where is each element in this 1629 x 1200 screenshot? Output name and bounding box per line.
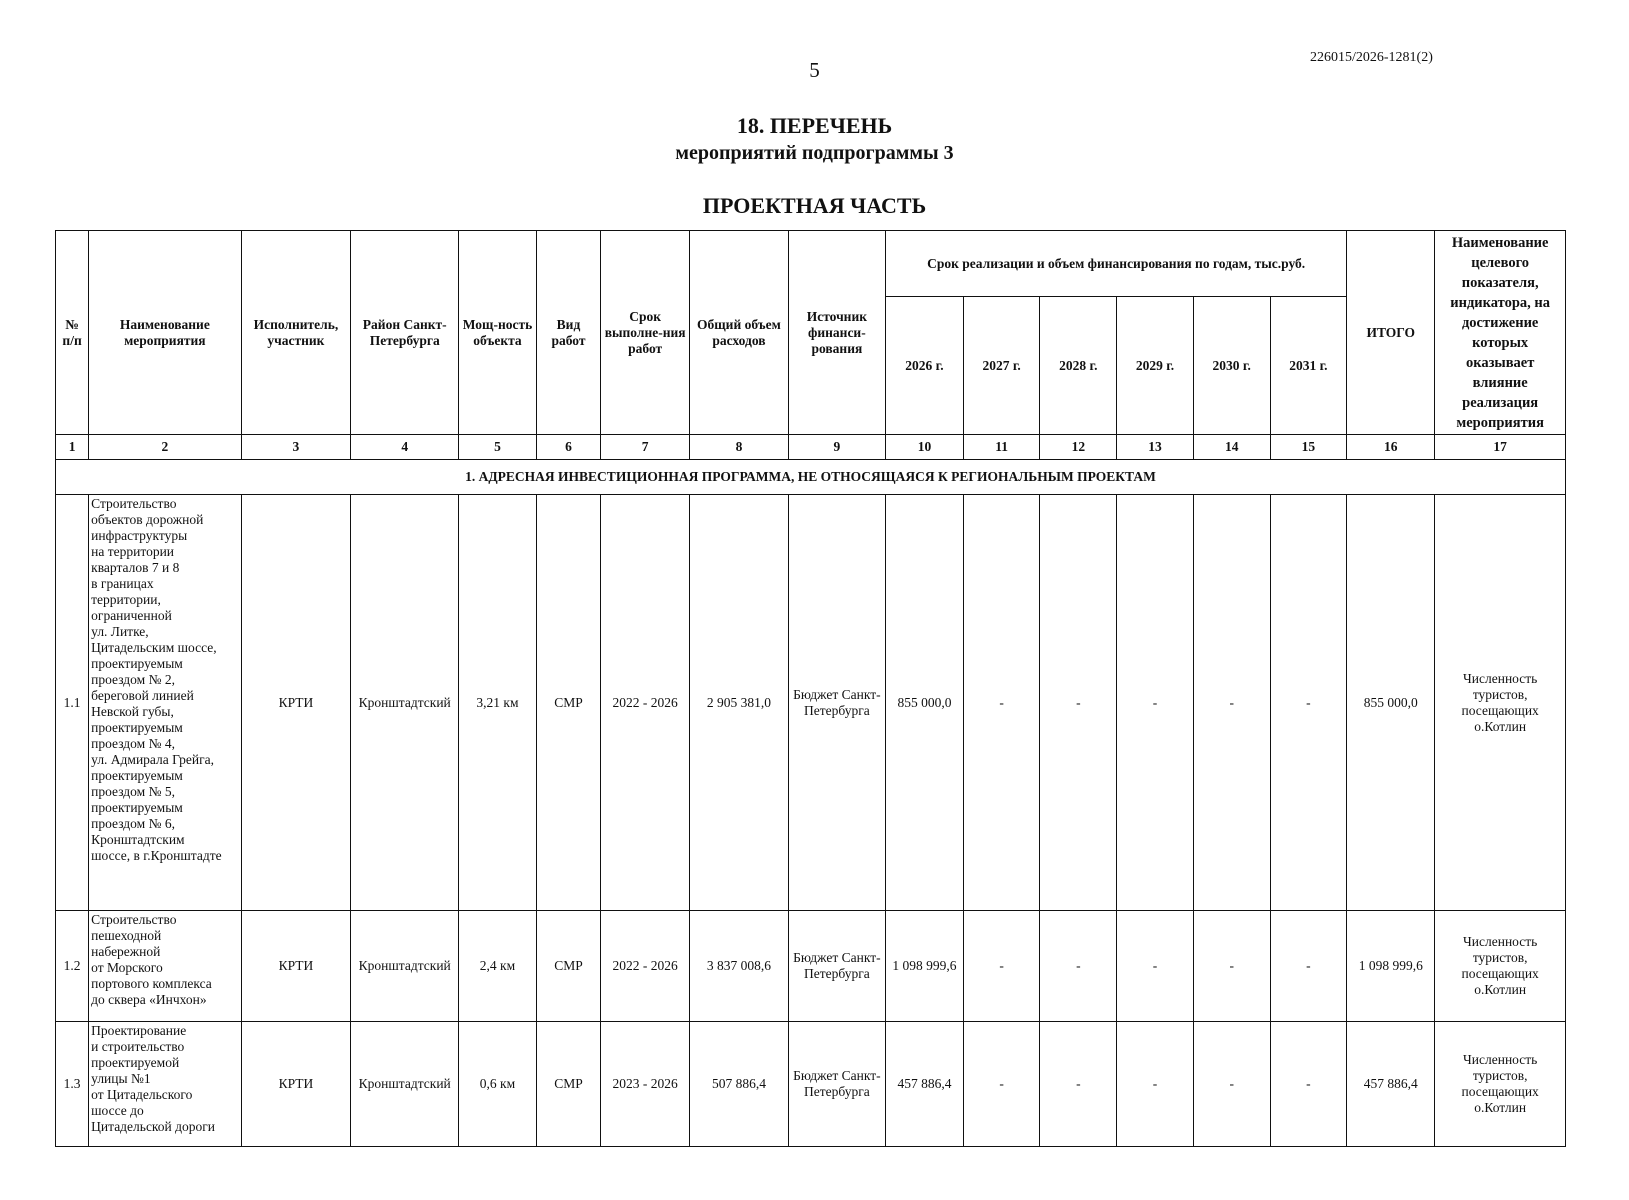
row-number: 1.3	[56, 1022, 89, 1147]
table-row	[56, 1022, 1566, 1147]
activity-name: Строительство пешеходной набережной от Морского портового комплекса до сквера «Инчхон»	[89, 911, 241, 1022]
funding-source: Бюджет Санкт-Петербурга	[788, 1022, 885, 1147]
amount-2030: -	[1193, 495, 1270, 911]
capacity: 3,21 км	[459, 495, 537, 911]
column-number: 14	[1193, 435, 1270, 460]
period: 2022 - 2026	[601, 911, 690, 1022]
column-number: 3	[241, 435, 351, 460]
header-total: ИТОГО	[1347, 231, 1435, 435]
column-number: 8	[690, 435, 788, 460]
section-title: ПРОЕКТНАЯ ЧАСТЬ	[702, 193, 927, 218]
amount-2027: -	[963, 1022, 1040, 1147]
total-cost: 2 905 381,0	[690, 495, 788, 911]
header-capacity: Мощ-ность объекта	[459, 231, 537, 435]
target-indicator: Численность туристов, посещающих о.Котлин	[1435, 1022, 1566, 1147]
amount-2030: -	[1193, 1022, 1270, 1147]
header-total-cost: Общий объем расходов	[690, 231, 788, 435]
column-number: 16	[1347, 435, 1435, 460]
column-number: 11	[963, 435, 1040, 460]
column-number: 10	[886, 435, 964, 460]
district: Кронштадтский	[351, 911, 459, 1022]
capacity: 2,4 км	[459, 911, 537, 1022]
executor: КРТИ	[241, 911, 351, 1022]
document-subtitle: мероприятий подпрограммы 3	[675, 142, 954, 164]
amount-2029: -	[1117, 911, 1194, 1022]
executor: КРТИ	[241, 1022, 351, 1147]
amount-2031: -	[1270, 495, 1347, 911]
program-heading: 1. АДРЕСНАЯ ИНВЕСТИЦИОННАЯ ПРОГРАММА, НЕ ОТНОСЯЩАЯСЯ К РЕГИОНАЛЬНЫМ ПРОЕКТАМ	[56, 460, 1566, 495]
amount-2029: -	[1117, 495, 1194, 911]
column-number: 4	[351, 435, 459, 460]
column-number: 15	[1270, 435, 1347, 460]
document-title: 18. ПЕРЕЧЕНЬ	[736, 113, 893, 138]
amount-2031: -	[1270, 911, 1347, 1022]
amount-2028: -	[1040, 1022, 1117, 1147]
activities-table	[55, 230, 1566, 1147]
activity-name: Строительство объектов дорожной инфраструктуры на территории кварталов 7 и 8 в границах территории, ограниченной ул. Литке, Цитадельским шоссе, проектируемым проездом № 2, береговой линией Невской губы, проектируемым проездом № 4, ул. Адмирала Грейга, проектируемым проездом № 5, проектируемым проездом № 6, Кронштадтским шоссе, в г.Кронштадте	[89, 495, 241, 911]
header-district: Район Санкт-Петербурга	[351, 231, 459, 435]
funding-source: Бюджет Санкт-Петербурга	[788, 911, 885, 1022]
work-type: СМР	[536, 495, 600, 911]
header-indicator: Наименование целевого показателя, индикатора, на достижение которых оказывает влияние реализация мероприятия	[1435, 231, 1566, 435]
column-number: 9	[788, 435, 885, 460]
row-number: 1.1	[56, 495, 89, 911]
column-number: 7	[601, 435, 690, 460]
document-registration-number: 226015/2026-1281(2)	[1310, 50, 1433, 65]
row-total: 1 098 999,6	[1347, 911, 1435, 1022]
header-year-2028: 2028 г.	[1040, 297, 1117, 435]
amount-2030: -	[1193, 911, 1270, 1022]
period: 2023 - 2026	[601, 1022, 690, 1147]
column-number: 6	[536, 435, 600, 460]
amount-2028: -	[1040, 495, 1117, 911]
total-cost: 507 886,4	[690, 1022, 788, 1147]
column-number: 13	[1117, 435, 1194, 460]
column-number: 2	[89, 435, 241, 460]
table-row	[56, 911, 1566, 1022]
header-executor: Исполнитель, участник	[241, 231, 351, 435]
column-number: 12	[1040, 435, 1117, 460]
header-year-2027: 2027 г.	[963, 297, 1040, 435]
amount-2026: 1 098 999,6	[886, 911, 964, 1022]
header-work-type: Вид работ	[536, 231, 600, 435]
amount-2028: -	[1040, 911, 1117, 1022]
header-year-2029: 2029 г.	[1117, 297, 1194, 435]
amount-2029: -	[1117, 1022, 1194, 1147]
row-number: 1.2	[56, 911, 89, 1022]
row-total: 457 886,4	[1347, 1022, 1435, 1147]
header-period: Срок выполне-ния работ	[601, 231, 690, 435]
executor: КРТИ	[241, 495, 351, 911]
page-number: 5	[809, 58, 820, 82]
amount-2027: -	[963, 911, 1040, 1022]
header-funding-source: Источник финанси-рования	[788, 231, 885, 435]
column-number: 5	[459, 435, 537, 460]
amount-2027: -	[963, 495, 1040, 911]
period: 2022 - 2026	[601, 495, 690, 911]
column-number: 17	[1435, 435, 1566, 460]
funding-source: Бюджет Санкт-Петербурга	[788, 495, 885, 911]
header-row-number: № п/п	[56, 231, 89, 435]
district: Кронштадтский	[351, 495, 459, 911]
header-years-group: Срок реализации и объем финансирования по годам, тыс.руб.	[886, 231, 1347, 297]
target-indicator: Численность туристов, посещающих о.Котлин	[1435, 495, 1566, 911]
header-year-2026: 2026 г.	[886, 297, 964, 435]
header-activity-name: Наименование мероприятия	[89, 231, 241, 435]
district: Кронштадтский	[351, 1022, 459, 1147]
amount-2026: 855 000,0	[886, 495, 964, 911]
work-type: СМР	[536, 1022, 600, 1147]
row-total: 855 000,0	[1347, 495, 1435, 911]
header-year-2030: 2030 г.	[1193, 297, 1270, 435]
table-row	[56, 495, 1566, 911]
amount-2026: 457 886,4	[886, 1022, 964, 1147]
activity-name: Проектирование и строительство проектируемой улицы №1 от Цитадельского шоссе до Цитадельской дороги	[89, 1022, 241, 1147]
work-type: СМР	[536, 911, 600, 1022]
total-cost: 3 837 008,6	[690, 911, 788, 1022]
column-number-row	[56, 435, 1566, 460]
header-year-2031: 2031 г.	[1270, 297, 1347, 435]
target-indicator: Численность туристов, посещающих о.Котлин	[1435, 911, 1566, 1022]
program-heading-row	[56, 460, 1566, 495]
capacity: 0,6 км	[459, 1022, 537, 1147]
column-number: 1	[56, 435, 89, 460]
amount-2031: -	[1270, 1022, 1347, 1147]
